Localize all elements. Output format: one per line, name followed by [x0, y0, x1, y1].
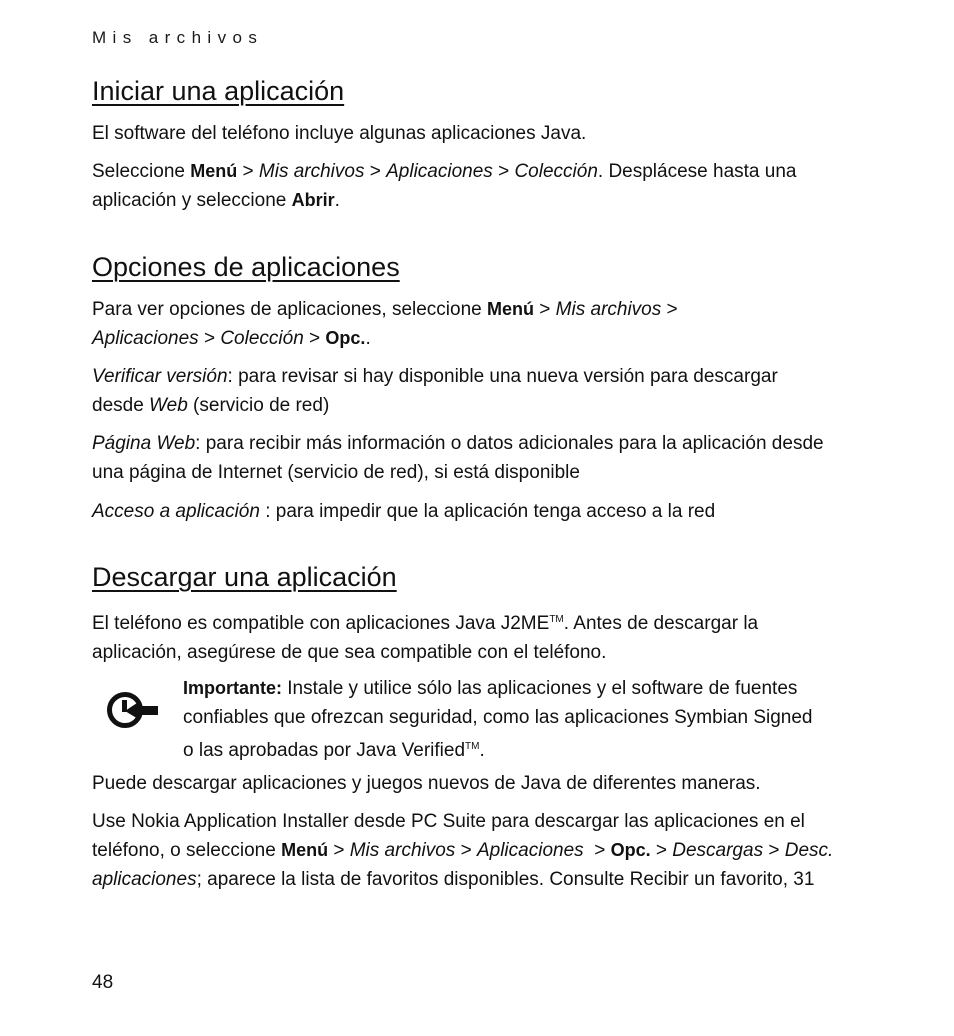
text: Para ver opciones de aplicaciones, seleccione — [92, 299, 488, 320]
separator: > — [198, 328, 221, 349]
menu-term: Menú — [487, 299, 535, 319]
separator: > — [492, 161, 515, 182]
menu-term: Menú — [281, 840, 329, 860]
paragraph-iniciar-1: El software del teléfono incluye algunas aplicaciones Java. — [92, 123, 587, 144]
text: . — [334, 190, 340, 211]
opc-term: Opc. — [325, 328, 366, 348]
separator: > — [364, 161, 387, 182]
separator: > — [455, 840, 477, 861]
trademark: TM — [549, 614, 564, 625]
verificar-term: Verificar versión — [92, 366, 228, 387]
abrir-term: Abrir — [291, 190, 335, 210]
heading-iniciar: Iniciar una aplicación — [92, 76, 345, 106]
web-term: Web — [149, 395, 188, 416]
paragraph-iniciar-2 — [92, 157, 852, 215]
coleccion-term: Colección — [514, 161, 598, 182]
paragraph-descargar-2: Puede descargar aplicaciones y juegos nuevos de Java de diferentes maneras. — [92, 773, 761, 794]
separator: > — [583, 840, 611, 861]
menu-term: Menú — [190, 161, 238, 181]
desc-aplicaciones-term: Desc. aplicaciones — [92, 840, 834, 890]
text: : para recibir más información o datos adicionales para la aplicación desde una página de Internet (servicio de red), si está disponible — [92, 433, 824, 483]
trademark: TM — [465, 741, 480, 752]
separator: > — [303, 328, 326, 349]
text: . — [365, 328, 371, 349]
descargas-term: Descargas — [672, 840, 764, 861]
separator: > — [237, 161, 259, 182]
acceso-term: Acceso a aplicación — [92, 501, 260, 522]
paragraph-verificar — [92, 362, 827, 420]
heading-descargar: Descargar una aplicación — [92, 562, 397, 592]
paragraph-descargar-1 — [92, 605, 812, 667]
text: Seleccione — [92, 161, 191, 182]
text: Use Nokia Application Installer desde PC Suite para descargar las aplicaciones en el teléfono, o seleccione — [92, 811, 805, 861]
separator: > — [534, 299, 556, 320]
important-label: Importante: — [183, 678, 282, 698]
page-number: 48 — [92, 972, 114, 993]
opc-term: Opc. — [610, 840, 651, 860]
text: Instale y utilice sólo las aplicaciones y el software de fuentes confiables que ofrezcan seguridad, como las aplicaciones Symbian Signed o las aprobadas por Java Verified — [183, 678, 813, 761]
text: : para impedir que la aplicación tenga acceso a la red — [259, 501, 716, 522]
aplicaciones-term: Aplicaciones — [386, 161, 493, 182]
separator: > — [650, 840, 673, 861]
text: : para revisar si hay disponible una nueva versión para descargar desde — [92, 366, 778, 416]
paragraph-opciones-1 — [92, 295, 742, 353]
pagina-web-term: Página Web — [92, 433, 196, 454]
heading-opciones: Opciones de aplicaciones — [92, 252, 400, 282]
text: El teléfono es compatible con aplicaciones Java J2ME — [92, 613, 550, 634]
separator: > — [328, 840, 350, 861]
running-header: Mis archivos — [92, 28, 264, 47]
text: . Antes de descargar la aplicación, asegúrese de que sea compatible con el teléfono. — [92, 613, 759, 663]
text: (servicio de red) — [187, 395, 330, 416]
text: . — [479, 740, 485, 761]
coleccion-term: Colección — [220, 328, 304, 349]
mis-archivos-term: Mis archivos — [349, 840, 456, 861]
separator: > — [661, 299, 678, 320]
text: . Desplácese hasta una aplicación y seleccione — [92, 161, 797, 211]
paragraph-descargar-3 — [92, 807, 842, 894]
paragraph-acceso — [92, 497, 852, 526]
important-note — [183, 674, 823, 765]
mis-archivos-term: Mis archivos — [258, 161, 365, 182]
separator: > — [763, 840, 785, 861]
mis-archivos-term: Mis archivos — [555, 299, 662, 320]
aplicaciones-term: Aplicaciones — [92, 328, 199, 349]
important-hand-icon — [100, 684, 162, 734]
aplicaciones-term: Aplicaciones — [476, 840, 584, 861]
paragraph-pagina-web — [92, 429, 827, 487]
text: ; aparece la lista de favoritos disponibles. Consulte Recibir un favorito, 31 — [196, 869, 815, 890]
